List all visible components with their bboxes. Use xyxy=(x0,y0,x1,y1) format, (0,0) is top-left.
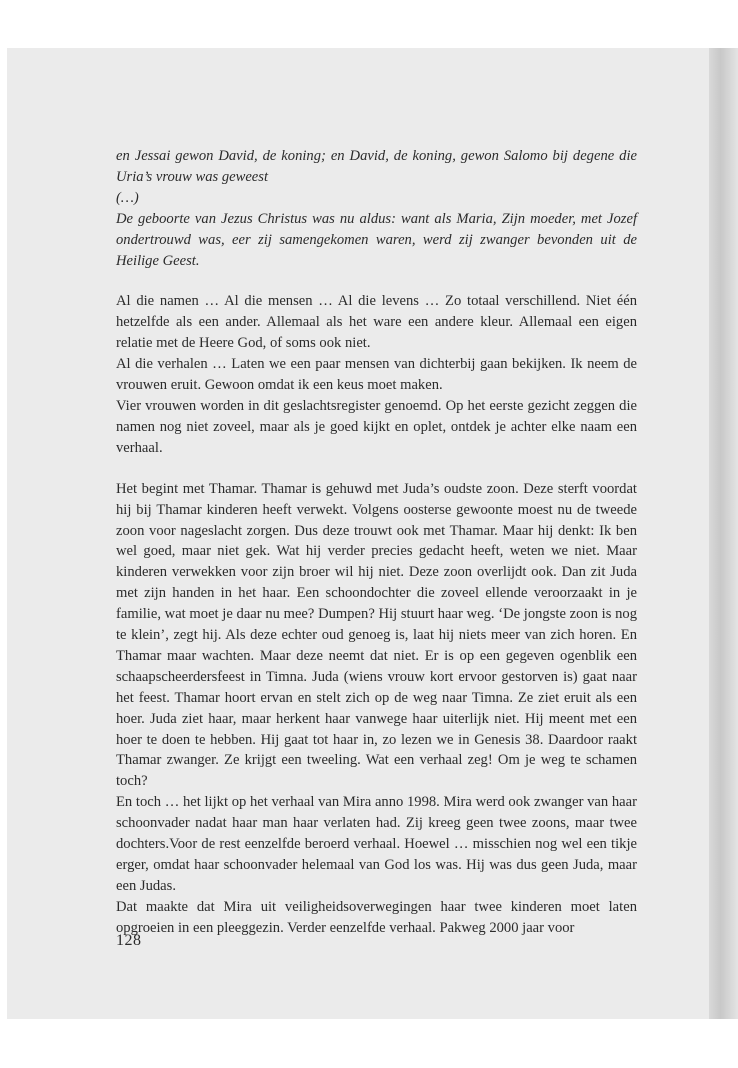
paragraph: Dat maakte dat Mira uit veiligheidsoverwegingen haar twee kinderen moet laten opgroeien in een pleeggezin. Verder eenzelfde verhaal. Pakweg 2000 jaar voor xyxy=(116,898,637,936)
book-page-edge xyxy=(709,48,738,1019)
section-gap xyxy=(116,459,637,479)
paragraph: Het begint met Thamar. Thamar is gehuwd met Juda’s oudste zoon. Deze sterft voordat hij bij Thamar kinderen heeft verwekt. Volgens oosterse gewoonte moest nu de tweede zoon voor nageslacht zorgen. Dus deze trouwt ook met Thamar. Maar hij denkt: Ik ben wel goed, maar niet gek. Wat hij verder precies gedacht heeft, weten we niet. Maar kinderen verwekken voor zijn broer wil hij niet. Deze zoon overlijdt ook. Dan zit Juda met zijn handen in het haar. Een schoondochter die zoveel ellende veroorzaakt in je familie, wat moet je daar nu mee? Dumpen? Hij stuurt haar weg. ‘De jongste zoon is nog te klein’, zegt hij. Als deze echter oud genoeg is, laat hij niets meer van zich horen. En Thamar maar wachten. Maar deze neemt dat niet. Er is op een gegeven ogenblik een schaapscheerdersfeest in Timna. Juda (wiens vrouw kort ervoor gestorven is) gaat naar het feest. Thamar hoort ervan en stelt zich op de weg naar Timna. Ze ziet eruit als een hoer. Juda ziet haar, maar herkent haar vanwege haar uiterlijk niet. Hij meent met een hoer te doen te hebben. Hij gaat tot haar in, zo lezen we in Genesis 38. Daardoor raakt Thamar zwanger. Ze krijgt een tweeling. Wat een verhaal zeg! Om je weg te schamen toch? xyxy=(116,480,637,790)
paragraph: En toch … het lijkt op het verhaal van Mira anno 1998. Mira werd ook zwanger van haar schoonvader nadat haar man haar verlaten had. Zij kreeg geen twee zoons, maar twee dochters.Voor de rest eenzelfde beroerd verhaal. Hoewel … misschien nog wel een tikje erger, omdat haar schoonvader helemaal van God los was. Hij was dus geen Juda, maar een Judas. xyxy=(116,794,637,894)
body-section-a xyxy=(116,291,637,458)
quote-line-2: De geboorte van Jezus Christus was nu aldus: want als Maria, Zijn moeder, met Jozef ondertrouwd was, eer zij samengekomen waren, werd zij zwanger bevonden uit de Heilige Geest. xyxy=(116,210,637,269)
quote-ellipsis: (…) xyxy=(116,189,139,206)
paragraph: Al die namen … Al die mensen … Al die levens … Zo totaal verschillend. Niet één hetzelfde als een ander. Allemaal als het ware een andere kleur. Allemaal een eigen relatie met de Heere God, of soms ook niet. xyxy=(116,293,637,352)
body-section-b xyxy=(116,479,637,939)
page-text xyxy=(116,146,637,939)
paragraph: Vier vrouwen worden in dit geslachtsregister genoemd. Op het eerste gezicht zeggen die namen nog niet zoveel, maar als je goed kijkt en oplet, ontdek je achter elke naam een verhaal. xyxy=(116,397,637,456)
paragraph: Al die verhalen … Laten we een paar mensen van dichterbij gaan bekijken. Ik neem de vrouwen eruit. Gewoon omdat ik een keus moet maken. xyxy=(116,356,637,394)
quote-line-1: en Jessai gewon David, de koning; en David, de koning, gewon Salomo bij degene die Uria’s vrouw was geweest xyxy=(116,148,637,185)
page-number: 128 xyxy=(116,932,142,949)
bible-quote xyxy=(116,146,637,271)
